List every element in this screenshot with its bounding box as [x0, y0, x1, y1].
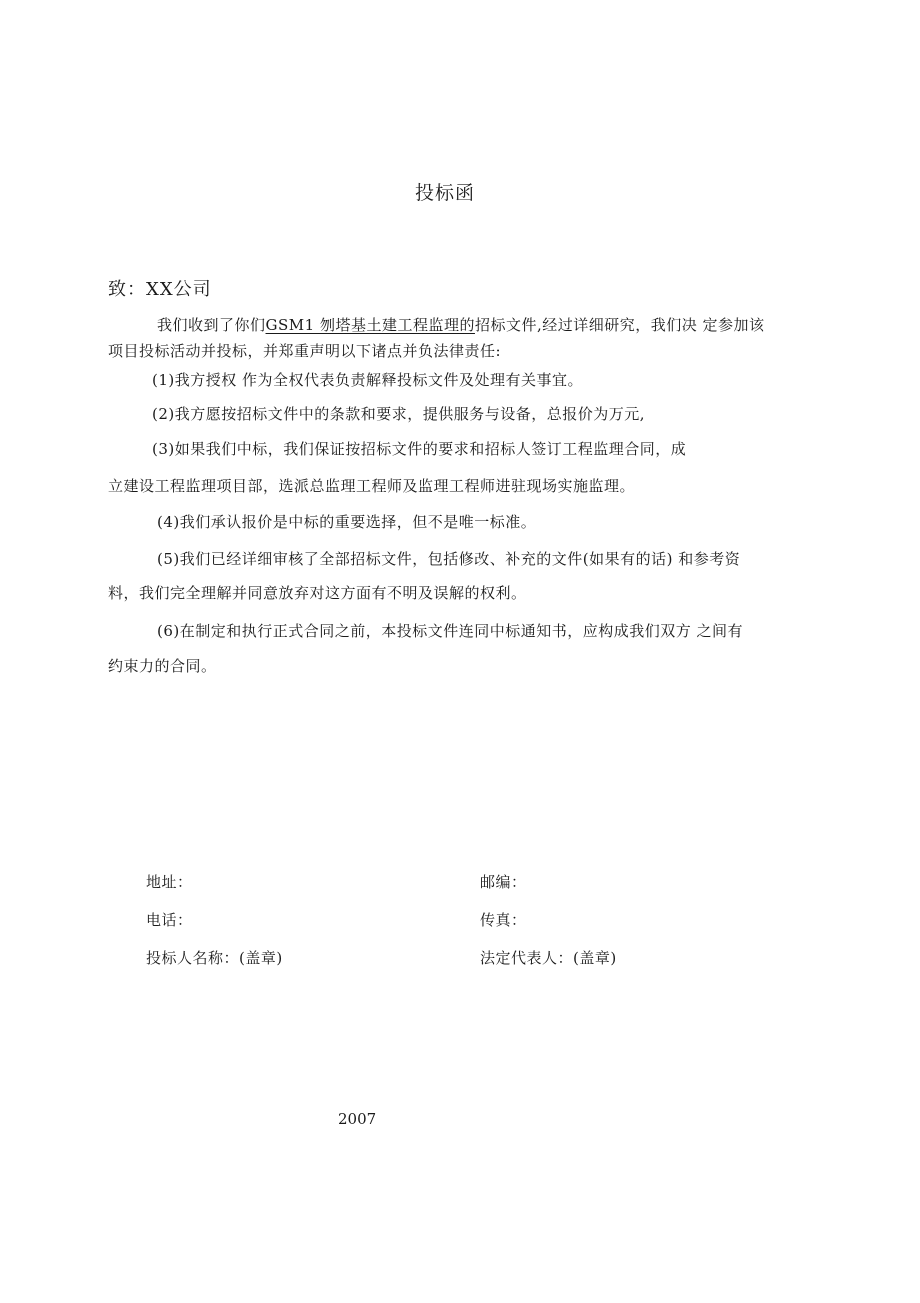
item-3-line-1: (3)如果我们中标，我们保证按招标文件的要求和招标人签订工程监理合同，成 [152, 440, 687, 458]
item-5-line-2: 料，我们完全理解并同意放弃对这方面有不明及误解的权利。 [108, 584, 527, 602]
bidder-name-label: 投标人名称：(盖章) [146, 949, 283, 967]
item-4: (4)我们承认报价是中标的重要选择，但不是唯一标准。 [157, 513, 537, 531]
year-text: 2007 [338, 1110, 377, 1128]
item-6-line-1: (6)在制定和执行正式合同之前，本投标文件连同中标通知书，应构成我们双方 之间有 [157, 622, 744, 640]
item-3-line-2: 立建设工程监理项目部，选派总监理工程师及监理工程师进驻现场实施监理。 [108, 477, 636, 495]
page-title: 投标函 [414, 182, 475, 204]
item-2: (2)我方愿按招标文件中的条款和要求，提供服务与设备，总报价为万元, [152, 405, 646, 423]
intro-after: 招标文件,经过详细研究，我们决 定参加该 [474, 316, 765, 334]
recipient-line: 致：XX公司 [108, 279, 212, 300]
intro-line-2: 项目投标活动并投标，并郑重声明以下诸点并负法律责任: [108, 342, 502, 360]
intro-line-1 [157, 314, 765, 335]
legal-representative-label: 法定代表人：(盖章) [480, 949, 617, 967]
item-6-line-2: 约束力的合同。 [108, 657, 217, 675]
intro-before: 我们收到了你们 [157, 316, 266, 334]
postcode-label: 邮编： [480, 873, 527, 891]
item-5-line-1: (5)我们已经详细审核了全部招标文件，包括修改、补充的文件(如果有的话) 和参考资 [157, 550, 741, 568]
address-label: 地址： [146, 873, 193, 891]
intro-project-name: GSM1 刎塔基土建工程监理的 [265, 316, 475, 334]
fax-label: 传真： [480, 911, 527, 929]
phone-label: 电话： [146, 911, 193, 929]
item-1: (1)我方授权 作为全权代表负责解释投标文件及处理有关事宜。 [152, 371, 584, 389]
